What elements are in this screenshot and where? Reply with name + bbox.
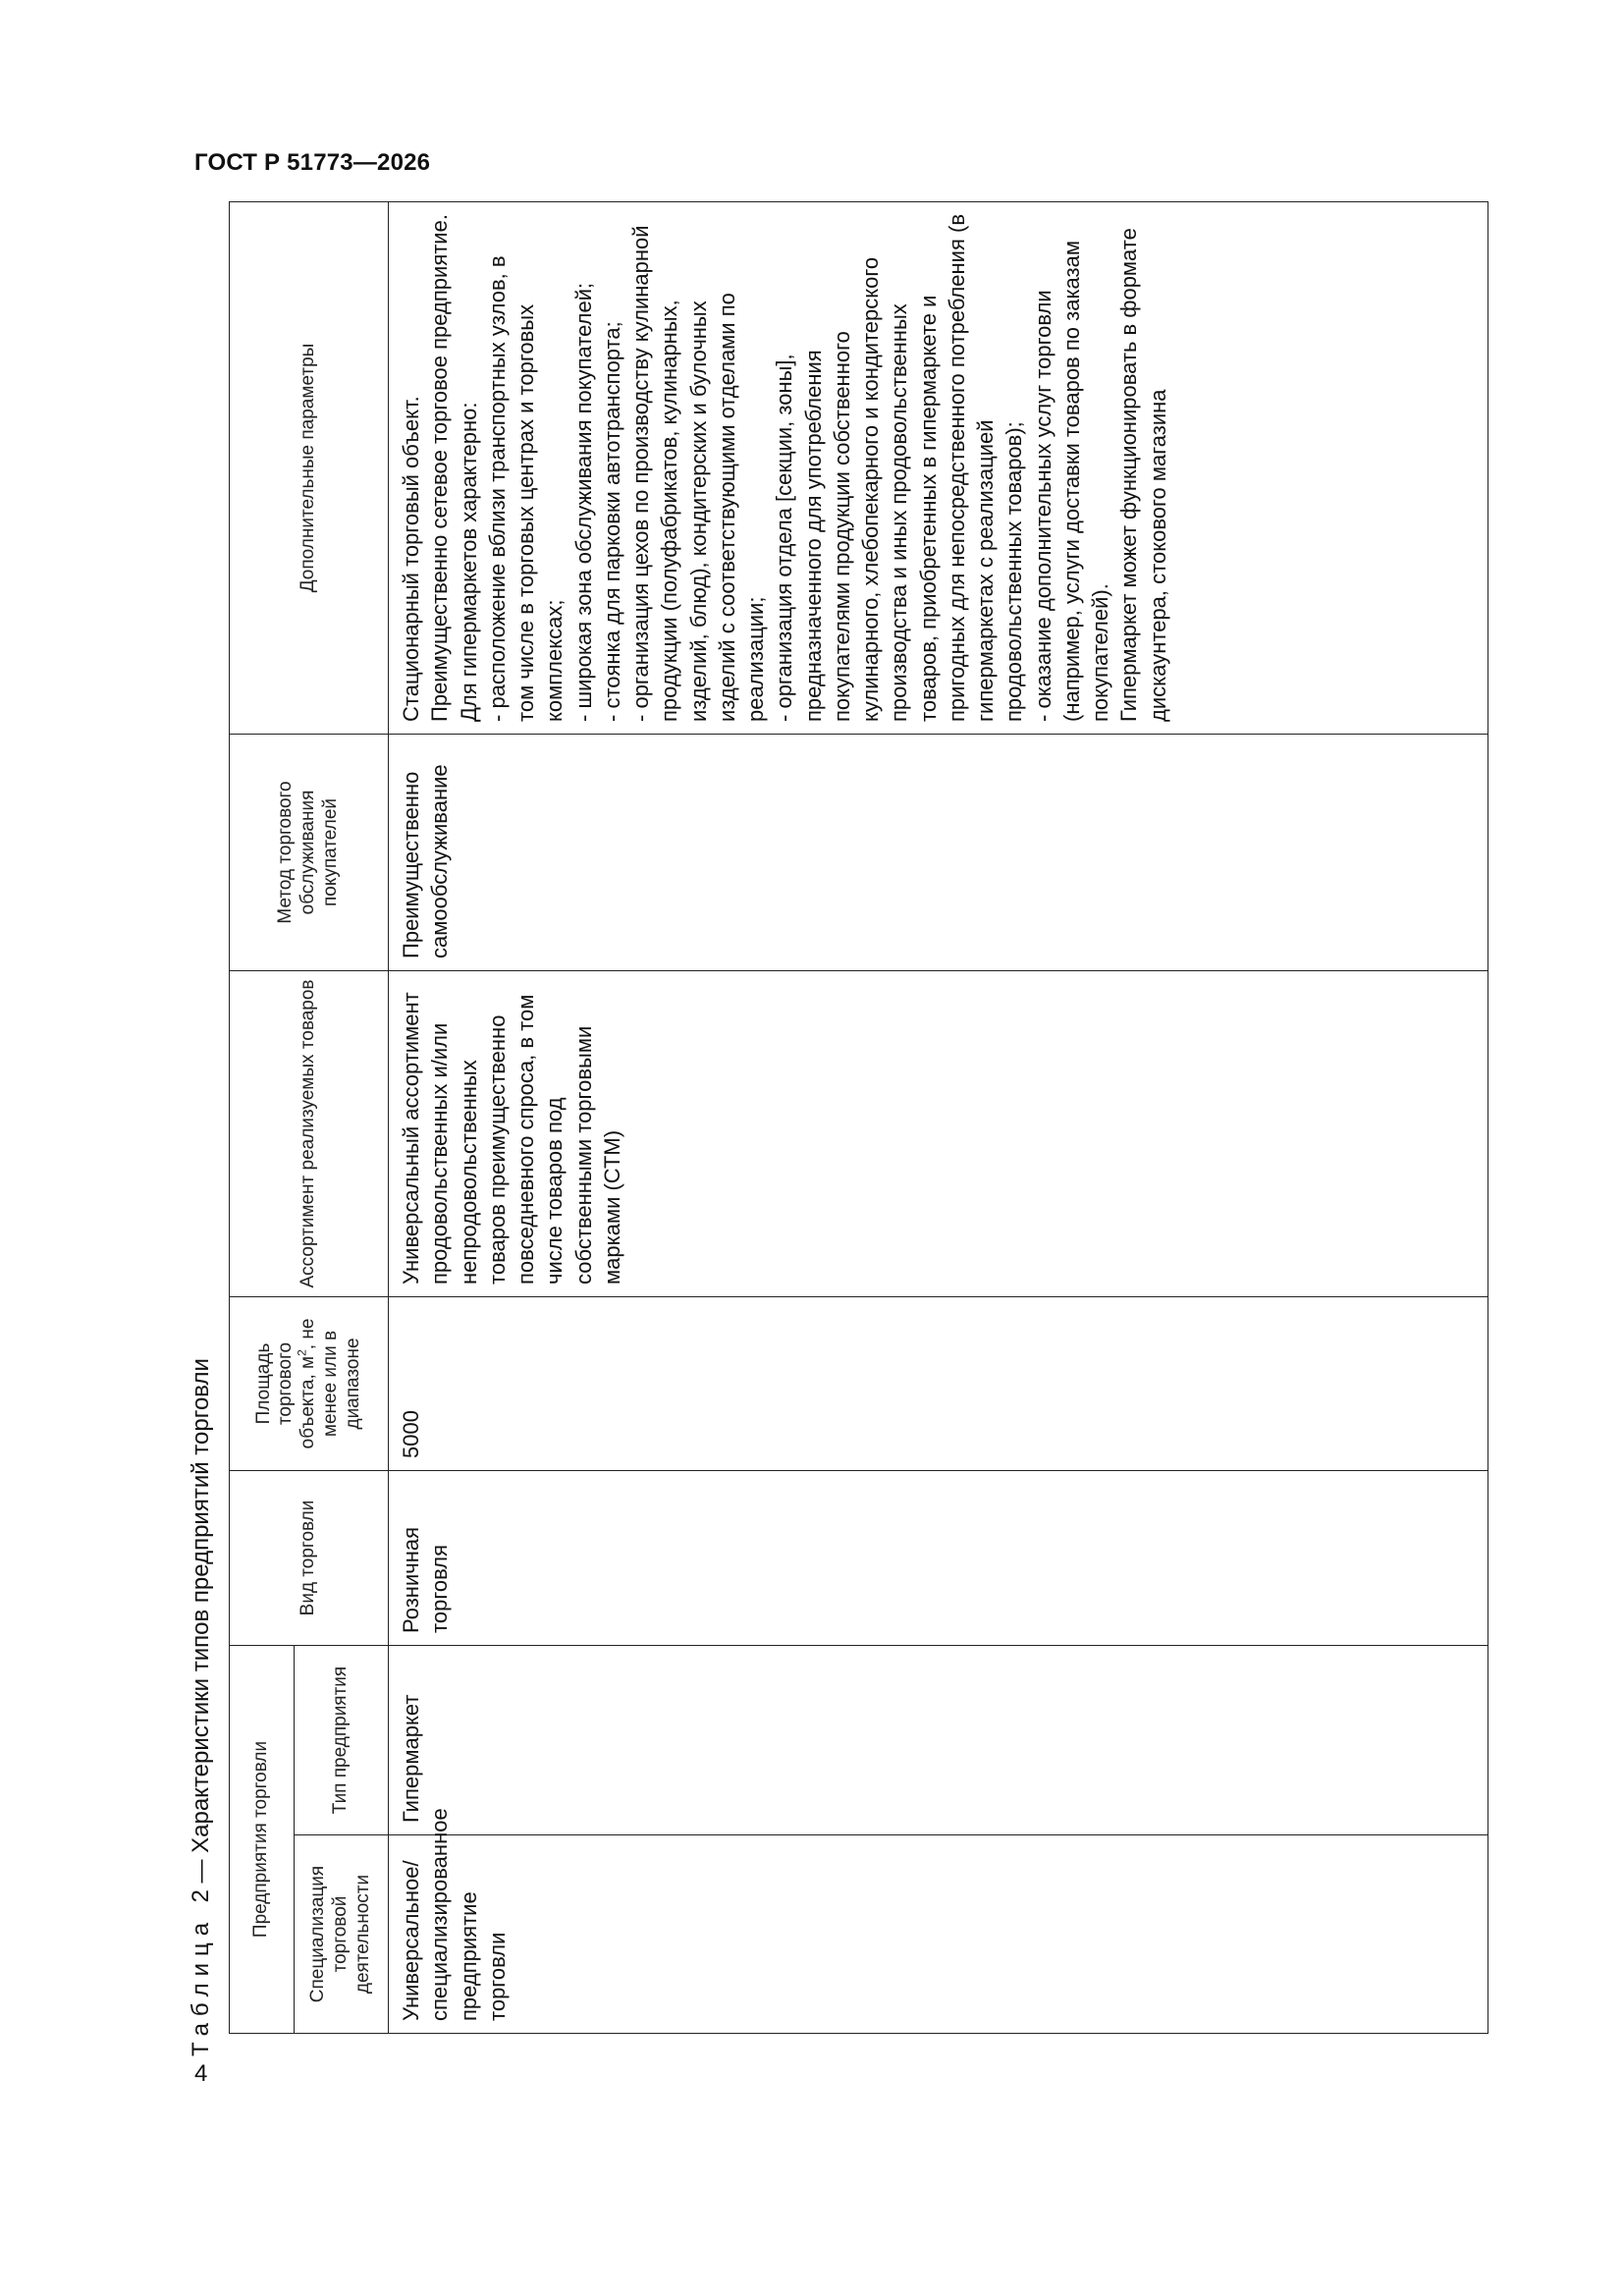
additional-param-line: - организация отдела [секции, зоны], предназначенного для употребления покупателями продукции собственного кулинарного, хлебопекарного и кондитерского производства и иных продовольственных товаров, приобретенных в гипермаркете и пригодных для непосредственного потребления (в гипермаркетах с реализацией продовольственных товаров); [772,213,1027,722]
additional-param-line: Стационарный торговый объект. [399,396,423,722]
cell-enterprise-type: Гипермаркет [389,1645,1488,1834]
header-group-enterprises: Предприятия торговли [230,1645,295,2033]
header-enterprise-type: Тип предприятия [295,1645,389,1834]
header-area [230,1296,389,1470]
rotated-table-block [184,213,1499,2058]
table-caption [188,1358,215,2056]
cell-assortment: Универсальный ассортимент продовольственных и/или непродовольственных товаров преимущественно повседневного спроса, в том числе товаров под собственными торговыми марками (СТМ) [389,970,1488,1296]
header-area-text: Площадь торгового объекта, м [252,1341,319,1449]
additional-param-line: Преимущественно сетевое торговое предприятие. [427,214,453,722]
header-area-text-2: , не менее или в диапазоне [298,1318,363,1438]
table-caption-text: 2 — Характеристики типов предприятий торговли [188,1358,214,1903]
table-row [389,201,1488,2033]
header-service-method: Метод торгового обслуживания покупателей [230,734,389,970]
header-assortment: Ассортимент реализуемых товаров [230,970,389,1296]
additional-param-line: Гипермаркет может функционировать в формате дискаунтера, стокового магазина [1116,228,1170,722]
additional-param-line: - расположение вблизи транспортных узлов, в том числе в торговых центрах и торговых комплексах; [484,255,568,722]
additional-param-line: - широкая зона обслуживания покупателей; [570,282,596,722]
header-additional-params: Дополнительные параметры [230,201,389,734]
additional-param-line: - организация цехов по производству кулинарной продукции (полуфабрикатов, кулинарных, изделий, блюд), кондитерских и булочных изделий с соответствующими отделами по реализации; [628,225,768,722]
header-specialization: Специализация торговой деятельности [295,1835,389,2034]
cell-area: 5000 [389,1296,1488,1470]
header-trade-kind: Вид торговли [230,1470,389,1645]
additional-param-line: Для гипермаркетов характерно: [456,402,481,722]
header-row-1 [230,201,295,2033]
cell-additional-params [389,201,1488,734]
additional-param-line: - стоянка для парковки автотранспорта; [599,321,624,722]
cell-service-method: Преимущественно самообслуживание [389,734,1488,970]
cell-specialization: Универсальное/ специализированное предприятие торговли [389,1835,1488,2034]
additional-param-line: - оказание дополнительных услуг торговли (например, услуги доставки товаров по заказам покупателей). [1030,241,1112,722]
table-caption-prefix: Таблица [188,1915,214,2056]
header-area-sup: 2 [295,1349,309,1356]
document-code-header: ГОСТ Р 51773—2026 [194,149,431,176]
enterprise-types-table [229,201,1488,2034]
page-number: 4 [194,2060,208,2087]
cell-trade-kind: Розничная торговля [389,1470,1488,1645]
